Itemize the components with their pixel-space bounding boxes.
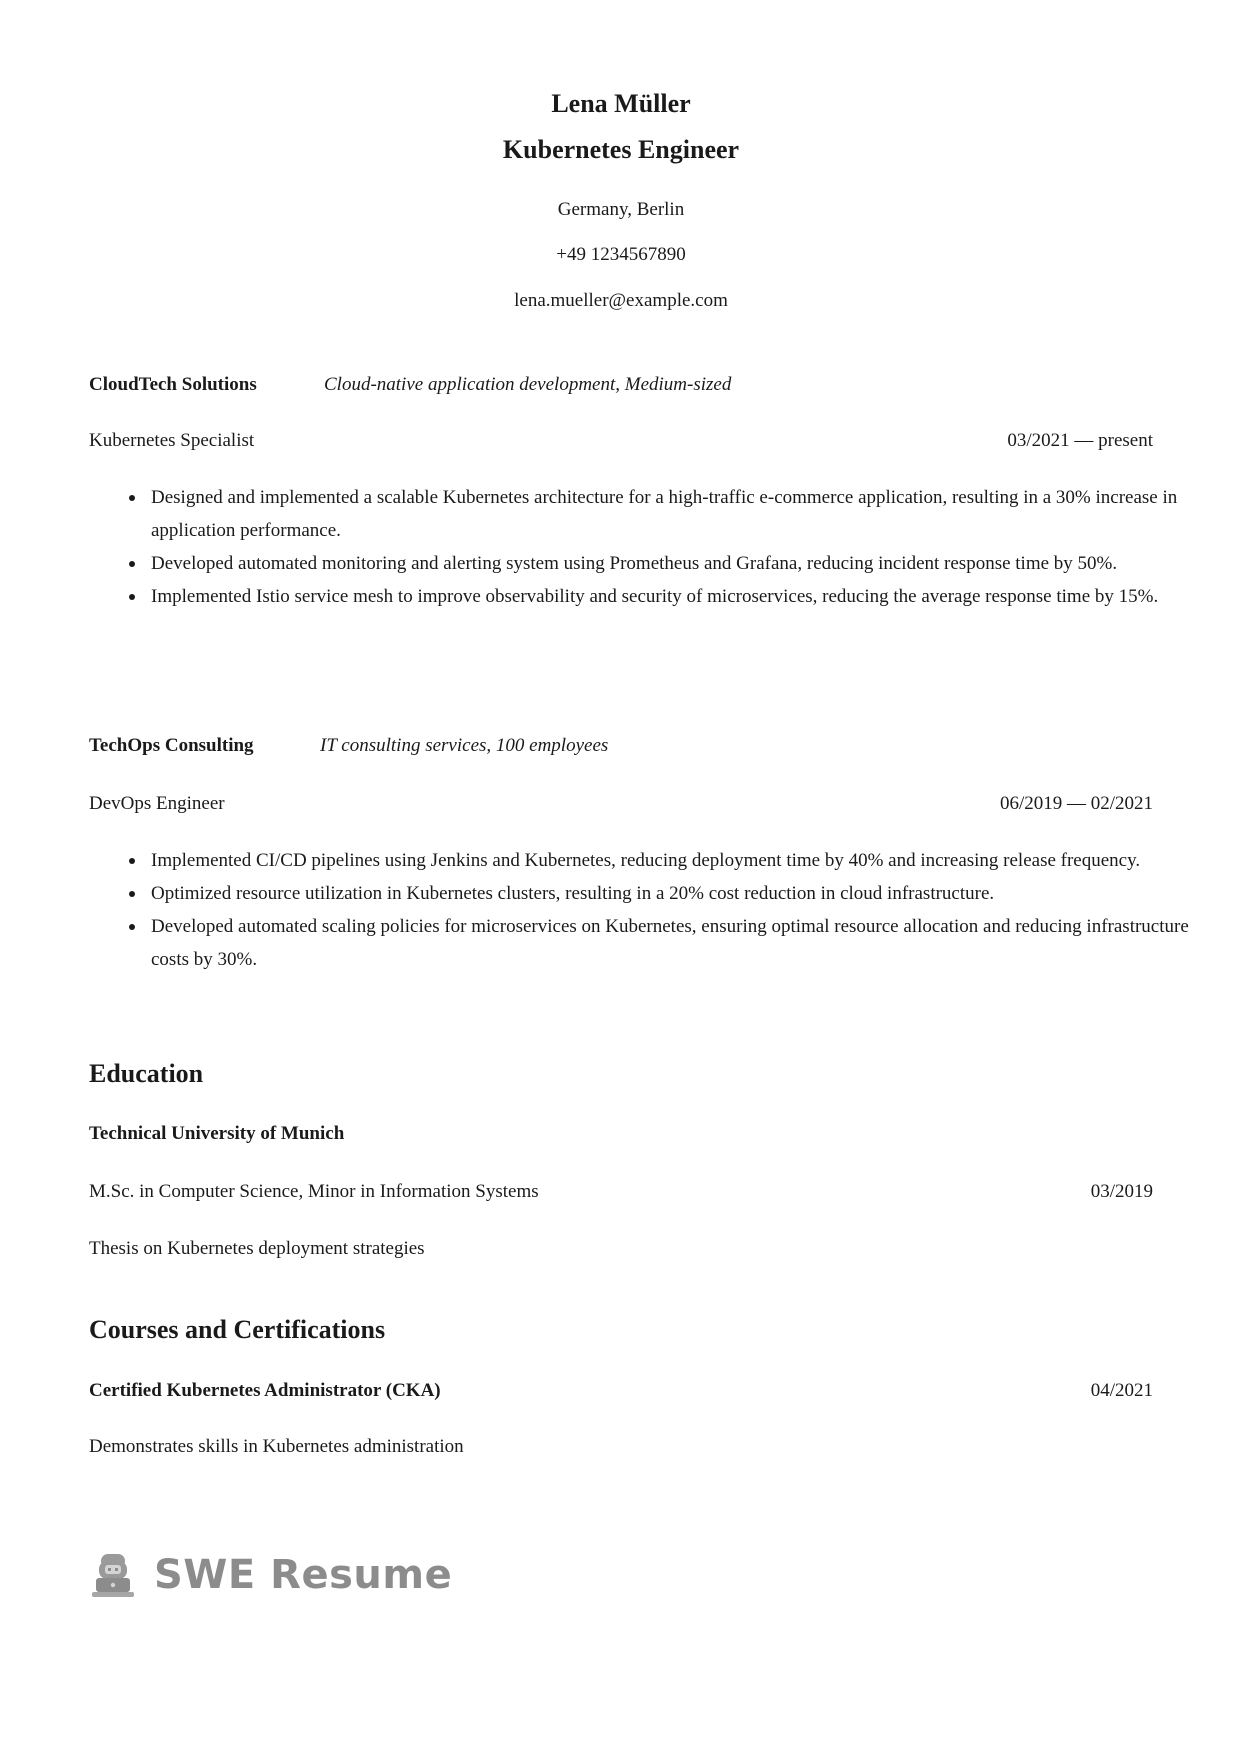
achievement-item: Implemented Istio service mesh to improve observability and security of microservices, reducing the average response time by 15%. <box>151 580 1215 613</box>
job-position: DevOps Engineer <box>89 793 225 814</box>
job-achievements <box>89 481 1215 613</box>
achievement-item: Designed and implemented a scalable Kubernetes architecture for a high-traffic e-commerce application, resulting in a 30% increase in application performance. <box>151 481 1215 547</box>
contact-phone: +49 1234567890 <box>556 244 686 265</box>
company-name: TechOps Consulting <box>89 735 254 756</box>
swe-resume-logo <box>90 1552 452 1598</box>
contact-location: Germany, Berlin <box>557 199 685 220</box>
candidate-title: Kubernetes Engineer <box>502 135 740 164</box>
degree: M.Sc. in Computer Science, Minor in Information Systems <box>89 1181 539 1202</box>
school-name: Technical University of Munich <box>89 1123 345 1144</box>
education-heading: Education <box>89 1059 204 1088</box>
candidate-name: Lena Müller <box>551 89 691 118</box>
brand-name: SWE Resume <box>154 1552 453 1598</box>
company-description: IT consulting services, 100 employees <box>320 735 609 756</box>
achievement-item: Optimized resource utilization in Kubernetes clusters, resulting in a 20% cost reduction in cloud infrastructure. <box>151 877 1215 910</box>
achievement-item: Developed automated scaling policies for microservices on Kubernetes, ensuring optimal resource allocation and reducing infrastructure costs by 30%. <box>151 910 1215 976</box>
job-dates: 06/2019 — 02/2021 <box>999 793 1153 814</box>
job-position: Kubernetes Specialist <box>89 430 255 451</box>
course-note: Demonstrates skills in Kubernetes administration <box>89 1436 464 1457</box>
course-date: 04/2021 <box>1090 1380 1153 1401</box>
achievement-item: Implemented CI/CD pipelines using Jenkins and Kubernetes, reducing deployment time by 40% and increasing release frequency. <box>151 844 1215 877</box>
achievement-item: Developed automated monitoring and alerting system using Prometheus and Grafana, reducing incident response time by 50%. <box>151 547 1215 580</box>
job-dates: 03/2021 — present <box>1007 430 1153 451</box>
education-note: Thesis on Kubernetes deployment strategies <box>89 1238 425 1259</box>
job-achievements <box>89 844 1215 976</box>
courses-heading: Courses and Certifications <box>89 1315 386 1344</box>
course-name: Certified Kubernetes Administrator (CKA) <box>89 1380 441 1401</box>
graduation-date: 03/2019 <box>1090 1181 1153 1202</box>
company-description: Cloud-native application development, Medium-sized <box>324 374 732 395</box>
contact-email: lena.mueller@example.com <box>514 290 728 311</box>
laptop-user-icon <box>90 1552 136 1598</box>
company-name: CloudTech Solutions <box>89 374 257 395</box>
